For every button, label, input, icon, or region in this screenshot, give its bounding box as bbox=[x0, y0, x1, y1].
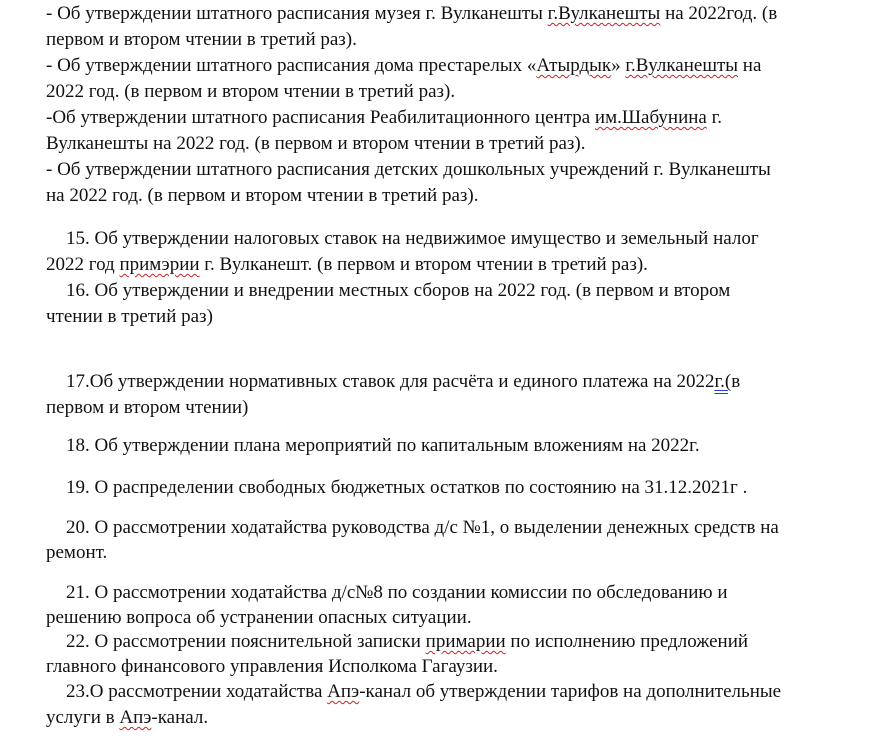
item-nursing-home-line-1: - Об утверждении штатного расписания дома престарелых «Атырдык» г.Вулканешты на bbox=[46, 55, 762, 76]
item-museum-line-2: первом и втором чтении в третий раз). bbox=[46, 29, 357, 50]
item-rehab-center-line-1: -Об утверждении штатного расписания Реабилитационного центра им.Шабунина г. bbox=[46, 107, 722, 128]
item-preschool-line-2: на 2022 год. (в первом и втором чтении в третий раз). bbox=[46, 185, 479, 206]
item-nursing-home-line-2: 2022 год. (в первом и втором чтении в третий раз). bbox=[46, 81, 456, 102]
spellcheck-underline: г.Вулканешты bbox=[547, 3, 661, 24]
spellcheck-underline: Атырдык bbox=[536, 55, 612, 76]
spellcheck-underline: Апэ bbox=[327, 681, 360, 702]
item-20-line-2: ремонт. bbox=[46, 542, 108, 563]
spellcheck-underline: им.Шабунина bbox=[594, 107, 707, 128]
item-15-line-1: 15. Об утверждении налоговых ставок на недвижимое имущество и земельный налог bbox=[66, 228, 759, 249]
item-23-line-2: услуги в Апэ-канал. bbox=[46, 707, 209, 728]
item-23-line-1: 23.О рассмотрении ходатайства Апэ-канал об утверждении тарифов на дополнительные bbox=[66, 681, 782, 702]
item-16-line-1: 16. Об утверждении и внедрении местных сборов на 2022 год. (в первом и втором bbox=[66, 280, 731, 301]
spellcheck-underline: примэрии bbox=[119, 254, 200, 275]
item-15-line-2: 2022 год примэрии г. Вулканешт. (в первом и втором чтении в третий раз). bbox=[46, 254, 648, 275]
item-21-line-1: 21. О рассмотрении ходатайства д/с№8 по создании комиссии по обследованию и bbox=[66, 582, 728, 603]
spellcheck-underline: Апэ bbox=[119, 707, 152, 728]
item-20-line-1: 20. О рассмотрении ходатайства руководства д/с №1, о выделении денежных средств на bbox=[66, 517, 779, 538]
item-17-line-2: первом и втором чтении) bbox=[46, 397, 249, 418]
item-16-line-2: чтении в третий раз) bbox=[46, 306, 213, 327]
item-17-line-1: 17.Об утверждении нормативных ставок для расчёта и единого платежа на 2022г.(в bbox=[66, 371, 741, 392]
grammar-underline: г.( bbox=[714, 371, 732, 392]
item-rehab-center-line-2: Вулканешты на 2022 год. (в первом и втором чтении в третий раз). bbox=[46, 133, 586, 154]
item-19-line-1: 19. О распределении свободных бюджетных остатков по состоянию на 31.12.2021г . bbox=[66, 477, 748, 498]
item-22-line-2: главного финансового управления Исполкома Гагаузии. bbox=[46, 656, 498, 677]
spellcheck-underline: примарии bbox=[425, 631, 506, 652]
spellcheck-underline: г.Вулканешты bbox=[625, 55, 739, 76]
item-18-line-1: 18. Об утверждении плана мероприятий по капитальным вложениям на 2022г. bbox=[66, 435, 700, 456]
item-museum-line-1: - Об утверждении штатного расписания музея г. Вулканешты г.Вулканешты на 2022год. (в bbox=[46, 3, 778, 24]
item-22-line-1: 22. О рассмотрении пояснительной записки примарии по исполнению предложений bbox=[66, 631, 749, 652]
item-21-line-2: решению вопроса об устранении опасных ситуации. bbox=[46, 607, 472, 628]
item-preschool-line-1: - Об утверждении штатного расписания детских дошкольных учреждений г. Вулканешты bbox=[46, 159, 771, 180]
